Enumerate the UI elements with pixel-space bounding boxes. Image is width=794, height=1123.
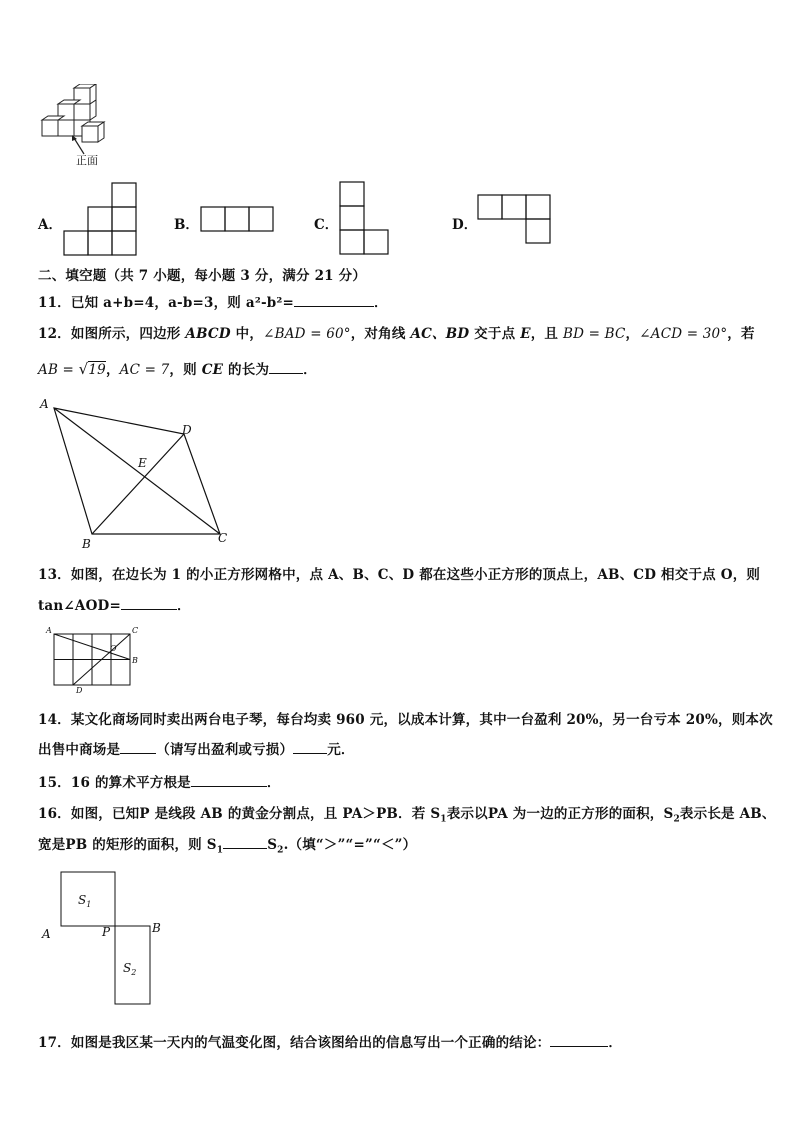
q16-label-s1: $S_1$ <box>78 893 92 909</box>
question-14-line1: 14．某文化商场同时卖出两台电子琴，每台均卖 960 元，以成本计算，其中一台盈利 20%，另一台亏本 20%，则本次 <box>38 712 773 728</box>
q16-sub1: 1 <box>440 814 447 825</box>
q12-mid4: ，且 <box>530 326 563 342</box>
option-d-view <box>476 193 554 245</box>
quadrilateral-abcd-figure <box>34 392 234 552</box>
q12-sqrt-num: 19 <box>88 362 106 378</box>
q12-answer-blank[interactable] <box>269 361 303 374</box>
q16-text-d: 宽是PB 的矩形的面积，则 S <box>38 837 217 853</box>
q11-tail: ． <box>374 295 388 311</box>
q16-label-b: B <box>152 921 161 935</box>
q11-text: 11．已知 a+b=4，a-b=3，则 a²-b²= <box>38 295 295 311</box>
q13-label-c: C <box>132 626 139 635</box>
q16-text-c: 表示长是 AB、 <box>679 806 776 822</box>
q12-e: E <box>520 326 531 342</box>
question-15 <box>38 771 281 791</box>
q16-answer-blank[interactable] <box>223 836 267 849</box>
q12-prefix: 12．如图所示，四边形 <box>38 326 186 342</box>
q13-label-a: A <box>46 626 52 635</box>
question-17 <box>38 1031 622 1051</box>
q12-label-c: C <box>218 531 228 545</box>
question-16-line2 <box>38 833 416 856</box>
option-a-view <box>62 182 138 258</box>
q12-label-d: D <box>182 423 192 437</box>
q12-ab-eq: AB = <box>38 362 79 378</box>
q12-label-e: E <box>138 456 147 470</box>
option-b-view <box>199 205 277 233</box>
q12-mid2: ，对角线 <box>350 326 411 342</box>
q12-mid3: 交于点 <box>469 326 521 342</box>
q16-text-f: .（填“＞”“=”“＜”） <box>283 837 417 853</box>
q12-ac-bd: AC、BD <box>410 326 470 342</box>
question-12-line1 <box>38 322 755 342</box>
q13-text: tan∠AOD= <box>38 598 121 614</box>
q14-blank-1[interactable] <box>120 741 156 754</box>
q12-tail: ． <box>303 362 317 378</box>
q14-blank-2[interactable] <box>293 741 327 754</box>
q12-sep2: ， <box>105 362 120 378</box>
q13-answer-blank[interactable] <box>121 597 177 610</box>
option-d-label: D． <box>452 217 478 233</box>
option-c-view <box>338 180 392 260</box>
q12-angle-bad: ∠BAD = 60° <box>263 326 351 342</box>
q13-tail: ． <box>176 598 191 614</box>
q14-text-b: （请写出盈利或亏损） <box>156 742 294 758</box>
q16-sub2: 2 <box>673 814 680 825</box>
q17-tail: ． <box>608 1035 623 1051</box>
option-c-label: C． <box>314 217 339 233</box>
q12-ac-eq: AC = 7 <box>119 362 170 378</box>
q12-label-b: B <box>82 537 91 551</box>
q15-answer-blank[interactable] <box>191 774 267 787</box>
q16-label-s2: $S_2$ <box>123 961 137 977</box>
q16-label-p: P <box>102 925 111 939</box>
q12-line2-end: 的长为 <box>223 362 270 378</box>
q16-text-a: 16．如图，已知P 是线段 AB 的黄金分割点，且 PA＞PB．若 S <box>38 806 441 822</box>
q17-answer-blank[interactable] <box>550 1034 608 1047</box>
q16-text-e: S <box>267 837 278 853</box>
q16-sub1b: 1 <box>216 845 224 856</box>
sqrt-icon: √ <box>78 360 89 378</box>
q16-sub2b: 2 <box>277 845 284 856</box>
q12-abcd: ABCD <box>185 326 231 342</box>
q12-sep: ， <box>625 326 640 342</box>
q14-text-a: 出售中商场是 <box>38 742 121 758</box>
q13-label-b: B <box>132 656 138 665</box>
q13-label-o: O <box>110 644 117 653</box>
q12-mid5: ，则 <box>169 362 202 378</box>
q15-tail: ． <box>266 775 281 791</box>
question-11 <box>38 291 388 311</box>
option-b-label: B． <box>174 217 199 233</box>
golden-section-figure <box>36 866 172 1010</box>
question-16-line1 <box>38 802 776 825</box>
question-14-line2 <box>38 738 355 758</box>
q13-label-d: D <box>76 686 83 694</box>
q11-answer-blank[interactable] <box>294 294 374 307</box>
q17-text: 17．如图是我区某一天内的气温变化图，结合该图给出的信息写出一个正确的结论： <box>38 1035 551 1051</box>
front-label: 正面 <box>76 154 98 167</box>
grid-figure <box>44 624 150 694</box>
q16-text-b: 表示以PA 为一边的正方形的面积，S <box>446 806 674 822</box>
q12-bd-bc: BD = BC <box>563 326 626 342</box>
q12-ce: CE <box>201 362 224 378</box>
q16-label-a: A <box>42 927 51 941</box>
q12-angle-acd: ∠ACD = 30° <box>639 326 728 342</box>
question-12-line2 <box>38 358 317 378</box>
option-a-label: A． <box>38 217 62 233</box>
q15-text: 15．16 的算术平方根是 <box>38 775 191 791</box>
q12-mid: 中， <box>230 326 264 342</box>
question-13-line2 <box>38 594 191 614</box>
q14-text-c: 元． <box>327 742 355 758</box>
cube-stack-figure <box>36 84 116 170</box>
q12-label-a: A <box>40 397 49 411</box>
question-13-line1: 13．如图，在边长为 1 的小正方形网格中，点 A、B、C、D 都在这些小正方形的顶点上，AB、CD 相交于点 O，则 <box>38 567 761 583</box>
section-heading: 二、填空题（共 7 小题，每小题 3 分，满分 21 分） <box>38 268 367 284</box>
q12-end: ，若 <box>727 326 755 342</box>
